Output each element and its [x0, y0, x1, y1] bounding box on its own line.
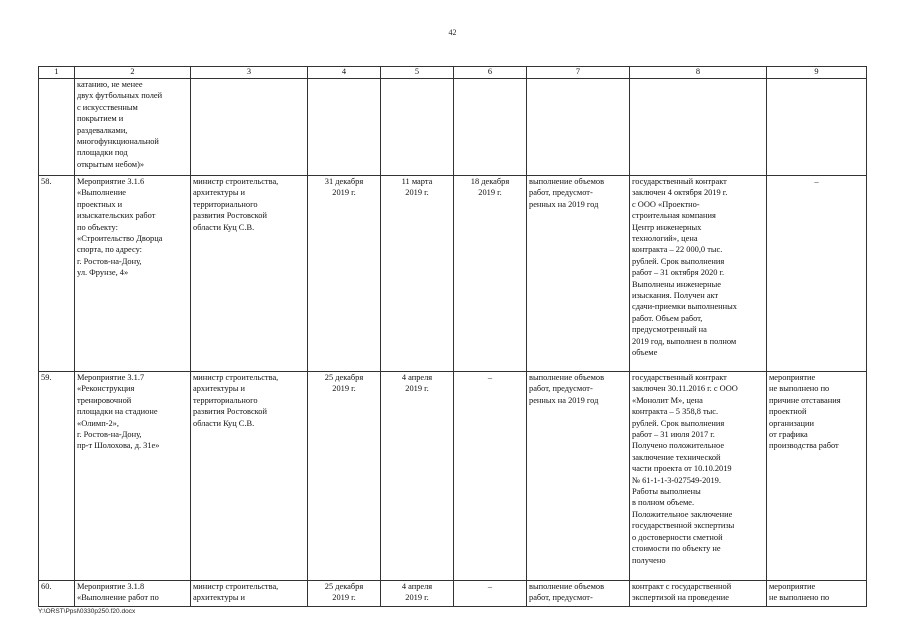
- reason-cell: [767, 581, 867, 607]
- report-table: [38, 66, 867, 607]
- cell-line: экспертизой на проведение: [632, 593, 729, 603]
- cell-line: заключен 30.11.2016 г. с ООО: [632, 384, 738, 394]
- cell-line: многофункциональной: [77, 137, 159, 147]
- cell-line: выполнение объемов: [529, 177, 605, 186]
- cell-line: –: [814, 177, 819, 186]
- cell-line: работ – 31 июля 2017 г.: [632, 430, 715, 440]
- cell-line: строительная компания: [632, 211, 716, 221]
- cell-line: 2019 г.: [405, 384, 429, 394]
- cell-line: работ, предусмот-: [529, 593, 593, 603]
- header-cell: 9: [767, 67, 867, 79]
- cell-line: рублей. Срок выполнения: [632, 418, 725, 428]
- cell-line: изыскательских работ: [77, 211, 156, 221]
- continuation-row: [39, 79, 867, 176]
- cell-line: контракта – 22 000,0 тыс.: [632, 245, 723, 255]
- cell-line: раздевалками,: [77, 125, 128, 135]
- cell-line: министр строительства,: [193, 582, 279, 591]
- end-date-cell: [454, 176, 527, 372]
- cell-line: стоимости по объекту не: [632, 544, 721, 554]
- row-number-cell: 59.: [39, 372, 75, 581]
- cell-line: с ООО «Проектно-: [632, 199, 700, 209]
- cell-line: Положительное заключение: [632, 509, 733, 519]
- cell-line: катанию, не менее: [77, 80, 143, 89]
- cell-line: архитектуры и: [193, 384, 246, 394]
- cell-line: министр строительства,: [193, 177, 279, 186]
- cell-line: –: [487, 373, 493, 382]
- cell-line: выполнение объемов: [529, 373, 605, 382]
- cell-line: мероприятие: [769, 373, 816, 382]
- cell-line: контракта – 5 358,8 тыс.: [632, 407, 719, 417]
- header-row: [39, 67, 867, 79]
- cell-line: открытым небом)»: [77, 159, 145, 169]
- cell-line: площадки под: [77, 148, 128, 158]
- cell-line: пр-т Шолохова, д. 31е»: [77, 441, 160, 451]
- planned-date-cell: [308, 79, 381, 176]
- header-cell: 3: [191, 67, 308, 79]
- cell-line: № 61-1-1-3-027549-2019.: [632, 475, 721, 485]
- cell-line: рублей. Срок выполнения: [632, 256, 725, 266]
- expected-result-cell: [527, 372, 630, 581]
- activity-cell: [75, 176, 191, 372]
- expected-result-cell: [527, 581, 630, 607]
- start-date-cell: [381, 79, 454, 176]
- cell-line: части проекта от 10.10.2019: [632, 464, 732, 474]
- cell-line: 18 декабря: [470, 177, 510, 186]
- cell-line: от графика: [769, 430, 808, 440]
- start-date-cell: [381, 176, 454, 372]
- row-number-cell: [39, 79, 75, 176]
- header-cell: 8: [630, 67, 767, 79]
- reason-cell: [767, 79, 867, 176]
- activity-cell: [75, 79, 191, 176]
- cell-line: работ. Объем работ,: [632, 313, 703, 323]
- cell-line: Мероприятие 3.1.8: [77, 582, 145, 591]
- cell-line: 4 апреля: [401, 582, 433, 591]
- cell-line: «Строительство Дворца: [77, 234, 163, 244]
- cell-line: объеме: [632, 348, 658, 358]
- row-number-cell: 60.: [39, 581, 75, 607]
- end-date-cell: [454, 581, 527, 607]
- cell-line: территориального: [193, 199, 258, 209]
- expected-result-cell: [527, 79, 630, 176]
- cell-line: 2019 г.: [405, 593, 429, 603]
- cell-line: о достоверности сметной: [632, 532, 723, 542]
- header-cell: 1: [39, 67, 75, 79]
- table-body: [39, 79, 867, 607]
- cell-line: области Куц С.В.: [193, 222, 255, 232]
- cell-line: г. Ростов-на-Дону,: [77, 430, 142, 440]
- header-cell: 6: [454, 67, 527, 79]
- cell-line: 11 марта: [401, 177, 433, 186]
- cell-line: площадки на стадионе: [77, 407, 158, 417]
- cell-line: работ – 31 октября 2020 г.: [632, 268, 725, 278]
- cell-line: проектных и: [77, 199, 123, 209]
- cell-line: 25 декабря: [324, 582, 364, 591]
- cell-line: 2019 г.: [332, 384, 356, 394]
- cell-line: производства работ: [769, 441, 839, 451]
- cell-line: Работы выполнены: [632, 487, 701, 497]
- cell-line: тренировочной: [77, 395, 132, 405]
- cell-line: не выполнено по: [769, 593, 830, 603]
- cell-line: архитектуры и: [193, 188, 246, 198]
- table-row: [39, 581, 867, 607]
- planned-date-cell: [308, 581, 381, 607]
- actual-result-cell: [630, 581, 767, 607]
- table-row: [39, 176, 867, 372]
- header-cell: 7: [527, 67, 630, 79]
- cell-line: Мероприятие 3.1.7: [77, 373, 145, 382]
- cell-line: ренных на 2019 год: [529, 395, 599, 405]
- cell-line: «Выполнение работ по: [77, 593, 159, 603]
- expected-result-cell: [527, 176, 630, 372]
- cell-line: изыскания. Получен акт: [632, 291, 719, 301]
- cell-line: не выполнено по: [769, 384, 830, 394]
- cell-line: 2019 г.: [332, 593, 356, 603]
- cell-line: области Куц С.В.: [193, 418, 255, 428]
- activity-cell: [75, 372, 191, 581]
- cell-line: ул. Фрунзе, 4»: [77, 268, 129, 278]
- cell-line: 31 декабря: [324, 177, 364, 186]
- cell-line: в полном объеме.: [632, 498, 695, 508]
- cell-line: государственный контракт: [632, 373, 727, 382]
- cell-line: государственной экспертизы: [632, 521, 735, 531]
- responsible-cell: [191, 581, 308, 607]
- cell-line: –: [487, 582, 493, 591]
- cell-line: работ, предусмот-: [529, 188, 593, 198]
- header-cell: 4: [308, 67, 381, 79]
- start-date-cell: [381, 372, 454, 581]
- cell-line: «Монолит М», цена: [632, 395, 703, 405]
- header-cell: 5: [381, 67, 454, 79]
- cell-line: архитектуры и: [193, 593, 246, 603]
- cell-line: заключен 4 октября 2019 г.: [632, 188, 728, 198]
- reason-cell: [767, 176, 867, 372]
- cell-line: 2019 г.: [332, 188, 356, 198]
- actual-result-cell: [630, 372, 767, 581]
- activity-cell: [75, 581, 191, 607]
- footer-file-path: Y:\ORST\Ppsl\0330p250.f20.docx: [38, 608, 136, 615]
- cell-line: сдачи-приемки выполненных: [632, 302, 737, 312]
- cell-line: Мероприятие 3.1.6: [77, 177, 145, 186]
- cell-line: государственный контракт: [632, 177, 727, 186]
- cell-line: покрытием и: [77, 114, 124, 124]
- cell-line: проектной: [769, 407, 807, 417]
- cell-line: «Олимп-2»,: [77, 418, 119, 428]
- responsible-cell: [191, 372, 308, 581]
- cell-line: г. Ростов-на-Дону,: [77, 256, 142, 266]
- responsible-cell: [191, 79, 308, 176]
- planned-date-cell: [308, 176, 381, 372]
- cell-line: мероприятие: [769, 582, 816, 591]
- row-number-cell: 58.: [39, 176, 75, 372]
- cell-line: технологий», цена: [632, 234, 698, 244]
- cell-line: причине отставания: [769, 395, 841, 405]
- cell-line: развития Ростовской: [193, 211, 267, 221]
- cell-line: получено: [632, 555, 666, 565]
- cell-line: 25 декабря: [324, 373, 364, 382]
- actual-result-cell: [630, 176, 767, 372]
- end-date-cell: [454, 372, 527, 581]
- cell-line: организации: [769, 418, 814, 428]
- cell-line: территориального: [193, 395, 258, 405]
- responsible-cell: [191, 176, 308, 372]
- cell-line: спорта, по адресу:: [77, 245, 142, 255]
- cell-line: работ, предусмот-: [529, 384, 593, 394]
- cell-line: Получено положительное: [632, 441, 725, 451]
- cell-line: 2019 г.: [478, 188, 502, 198]
- cell-line: министр строительства,: [193, 373, 279, 382]
- table-row: [39, 372, 867, 581]
- cell-line: Центр инженерных: [632, 222, 702, 232]
- reason-cell: [767, 372, 867, 581]
- cell-line: двух футбольных полей: [77, 91, 163, 101]
- end-date-cell: [454, 79, 527, 176]
- cell-line: «Реконструкция: [77, 384, 135, 394]
- cell-line: 4 апреля: [401, 373, 433, 382]
- planned-date-cell: [308, 372, 381, 581]
- start-date-cell: [381, 581, 454, 607]
- cell-line: с искусственным: [77, 102, 138, 112]
- cell-line: по объекту:: [77, 222, 118, 232]
- cell-line: развития Ростовской: [193, 407, 267, 417]
- cell-line: выполнение объемов: [529, 582, 605, 591]
- cell-line: 2019 г.: [405, 188, 429, 198]
- header-cell: 2: [75, 67, 191, 79]
- cell-line: «Выполнение: [77, 188, 127, 198]
- cell-line: заключение технической: [632, 452, 721, 462]
- cell-line: контракт с государственной: [632, 582, 732, 591]
- cell-line: предусмотренный на: [632, 325, 707, 335]
- cell-line: ренных на 2019 год: [529, 199, 599, 209]
- cell-line: 2019 год, выполнен в полном: [632, 336, 737, 346]
- actual-result-cell: [630, 79, 767, 176]
- page-number: 42: [448, 28, 457, 37]
- cell-line: Выполнены инженерные: [632, 279, 721, 289]
